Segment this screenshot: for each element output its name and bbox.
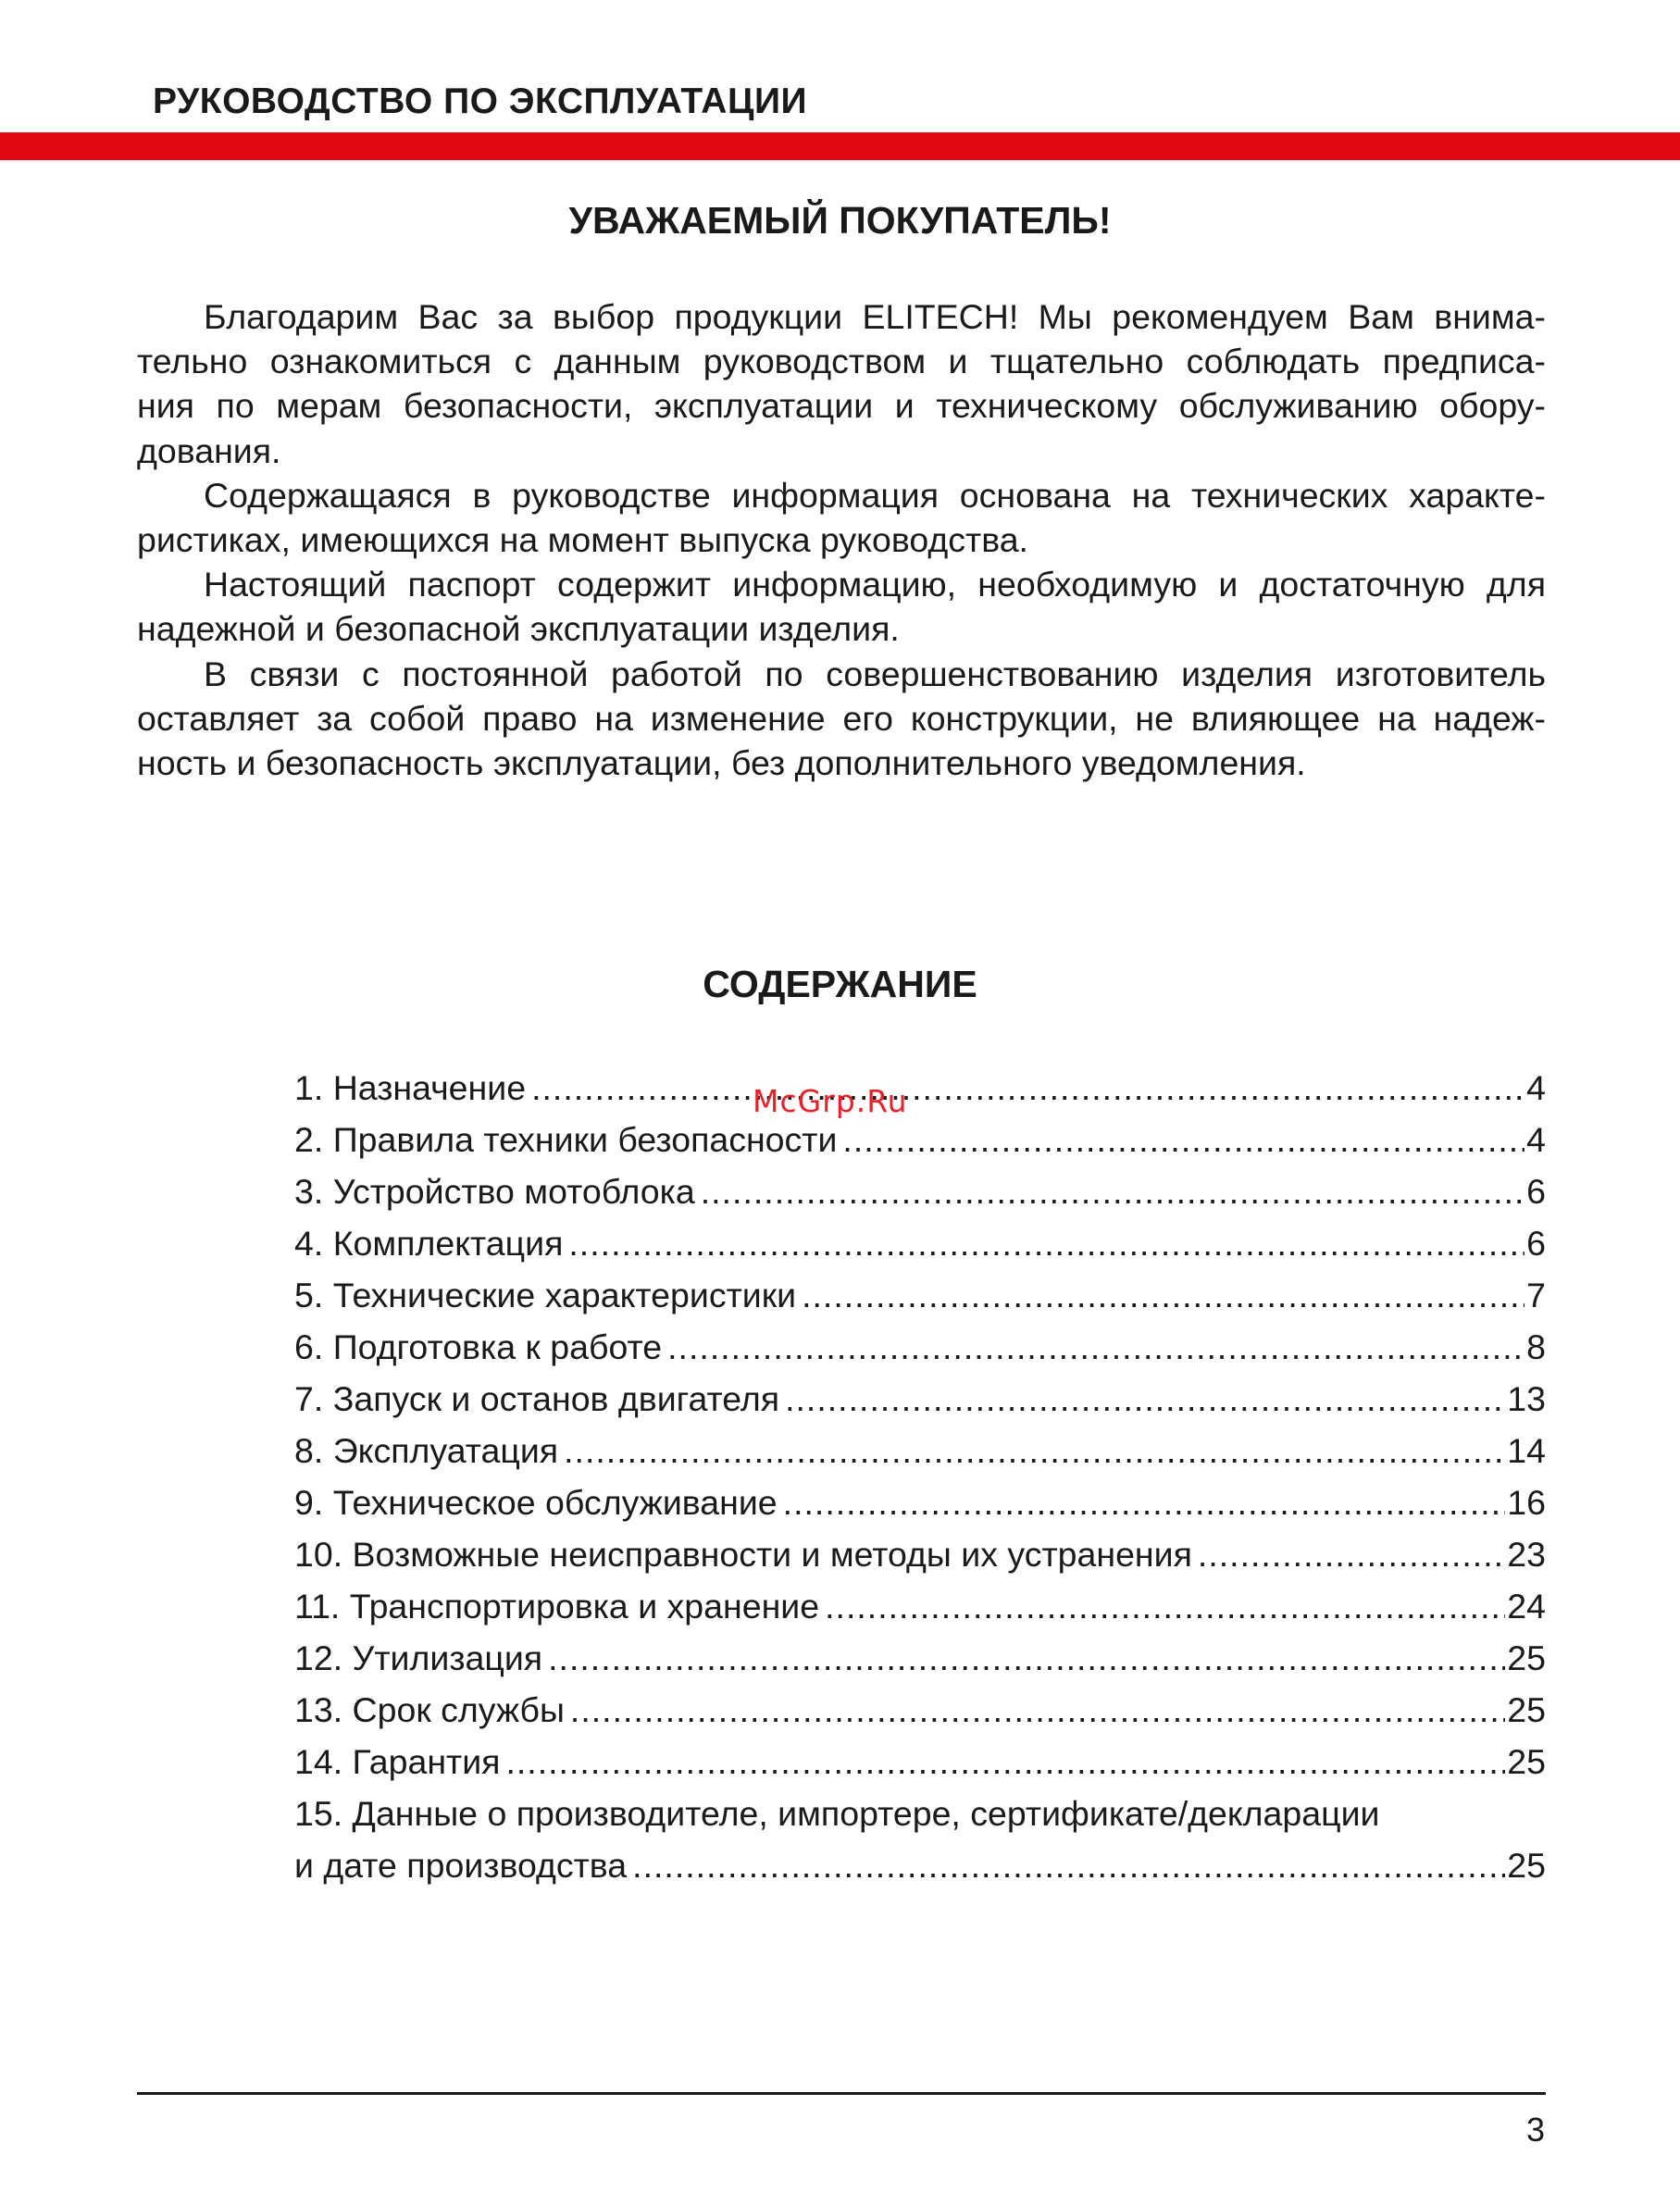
- toc-item[interactable]: [294, 1062, 1546, 1114]
- toc-item-label: 2. Правила техники безопасности: [294, 1120, 838, 1159]
- toc-item-label: 3. Устройство мотоблока: [294, 1172, 695, 1211]
- toc-leader-dots: [568, 1217, 1524, 1269]
- toc-item-label: 8. Эксплуатация: [294, 1431, 559, 1470]
- intro-line: Настоящий паспорт содержит информацию, необходимую и достаточную для: [204, 565, 1546, 604]
- toc-item-label: 9. Техническое обслуживание: [294, 1483, 778, 1522]
- toc-item-page: 6: [1526, 1172, 1546, 1211]
- toc-item-page: 16: [1507, 1483, 1546, 1522]
- toc-item-page: 25: [1507, 1742, 1546, 1781]
- toc-item[interactable]: [294, 1736, 1546, 1788]
- intro-line: ность и безопасность эксплуатации, без дополнительного уведомления.: [137, 743, 1306, 783]
- toc-item[interactable]: [294, 1684, 1546, 1736]
- toc-item-label: 14. Гарантия: [294, 1742, 501, 1781]
- toc-leader-dots: [548, 1632, 1505, 1684]
- toc-item-page: 25: [1507, 1690, 1546, 1729]
- toc-item-page: 8: [1526, 1327, 1546, 1366]
- toc-item[interactable]: [294, 1580, 1546, 1632]
- toc-item[interactable]: [294, 1165, 1546, 1217]
- toc-item-label: 5. Технические характеристики: [294, 1276, 797, 1314]
- toc-item-label: 6. Подготовка к работе: [294, 1327, 663, 1366]
- toc-item-label: 15. Данные о производителе, импортере, сертификате/декларации: [294, 1794, 1380, 1833]
- toc-leader-dots: [570, 1684, 1505, 1736]
- toc-item-page: 25: [1507, 1638, 1546, 1677]
- table-of-contents: [294, 1062, 1546, 1891]
- watermark-text: McGrp.Ru: [753, 1083, 908, 1119]
- intro-line: тельно ознакомиться с данным руководством и тщательно соблюдать предписа-: [137, 342, 1546, 381]
- intro-line: надежной и безопасной эксплуатации изделия.: [137, 609, 900, 649]
- toc-item[interactable]: [294, 1528, 1546, 1580]
- toc-leader-dots: [531, 1062, 1524, 1114]
- toc-item[interactable]: [294, 1373, 1546, 1425]
- toc-item-label: 12. Утилизация: [294, 1638, 543, 1677]
- toc-item-label: и дате производства: [294, 1846, 628, 1885]
- toc-leader-dots: [667, 1321, 1524, 1373]
- toc-item-page: 25: [1507, 1846, 1546, 1885]
- header-red-band: [0, 132, 1680, 160]
- footer-divider: [137, 2092, 1546, 2095]
- toc-item-page: 4: [1526, 1068, 1546, 1107]
- toc-item-page: 4: [1526, 1120, 1546, 1159]
- intro-line: Благодарим Вас за выбор продукции ELITECH! Мы рекомендуем Вам внима-: [204, 297, 1546, 336]
- toc-leader-dots: [505, 1736, 1505, 1788]
- header-title: РУКОВОДСТВО ПО ЭКСПЛУАТАЦИИ: [153, 81, 808, 121]
- toc-item[interactable]: [294, 1476, 1546, 1528]
- intro-line: оставляет за собой право на изменение его конструкции, не влияющее на надеж-: [137, 698, 1546, 738]
- toc-item[interactable]: [294, 1321, 1546, 1373]
- toc-leader-dots: [632, 1839, 1505, 1891]
- toc-item-label: 10. Возможные неисправности и методы их устранения: [294, 1535, 1192, 1574]
- intro-text: [137, 294, 1546, 785]
- intro-line: дования.: [137, 430, 281, 470]
- toc-item-label: 1. Назначение: [294, 1068, 527, 1107]
- toc-leader-dots: [564, 1425, 1505, 1476]
- toc-item-label: 13. Срок службы: [294, 1690, 565, 1729]
- toc-item-multiline-first[interactable]: [294, 1788, 1546, 1839]
- toc-leader-dots: [842, 1114, 1524, 1165]
- toc-item-label: 7. Запуск и останов двигателя: [294, 1379, 780, 1418]
- toc-item-page: 13: [1507, 1379, 1546, 1418]
- toc-item[interactable]: [294, 1269, 1546, 1321]
- toc-item-page: 14: [1507, 1431, 1546, 1470]
- toc-item-label: 4. Комплектация: [294, 1224, 564, 1263]
- toc-item[interactable]: [294, 1632, 1546, 1684]
- toc-leader-dots: [825, 1580, 1505, 1632]
- toc-title: СОДЕРЖАНИЕ: [703, 963, 977, 1005]
- toc-item-page: 24: [1507, 1587, 1546, 1626]
- intro-line: ристиках, имеющихся на момент выпуска руководства.: [137, 520, 1028, 560]
- toc-item-multiline-second[interactable]: [294, 1839, 1546, 1891]
- page-number: 3: [1525, 2111, 1545, 2149]
- intro-line: Содержащаяся в руководстве информация основана на технических характе-: [204, 475, 1546, 515]
- toc-item-page: 7: [1526, 1276, 1546, 1314]
- toc-item[interactable]: [294, 1114, 1546, 1165]
- toc-leader-dots: [785, 1373, 1505, 1425]
- toc-item-label: 11. Транспортировка и хранение: [294, 1587, 820, 1626]
- toc-item-page: 6: [1526, 1224, 1546, 1263]
- toc-item[interactable]: [294, 1217, 1546, 1269]
- toc-leader-dots: [701, 1165, 1524, 1217]
- toc-leader-dots: [1198, 1528, 1505, 1580]
- toc-item[interactable]: [294, 1425, 1546, 1476]
- intro-line: ния по мерам безопасности, эксплуатации и техническому обслуживанию обору-: [137, 386, 1546, 426]
- toc-item-page: 23: [1507, 1535, 1546, 1574]
- toc-leader-dots: [783, 1476, 1506, 1528]
- greeting-heading: УВАЖАЕМЫЙ ПОКУПАТЕЛЬ!: [568, 199, 1112, 242]
- intro-line: В связи с постоянной работой по совершенствованию изделия изготовитель: [204, 654, 1546, 693]
- toc-leader-dots: [802, 1269, 1524, 1321]
